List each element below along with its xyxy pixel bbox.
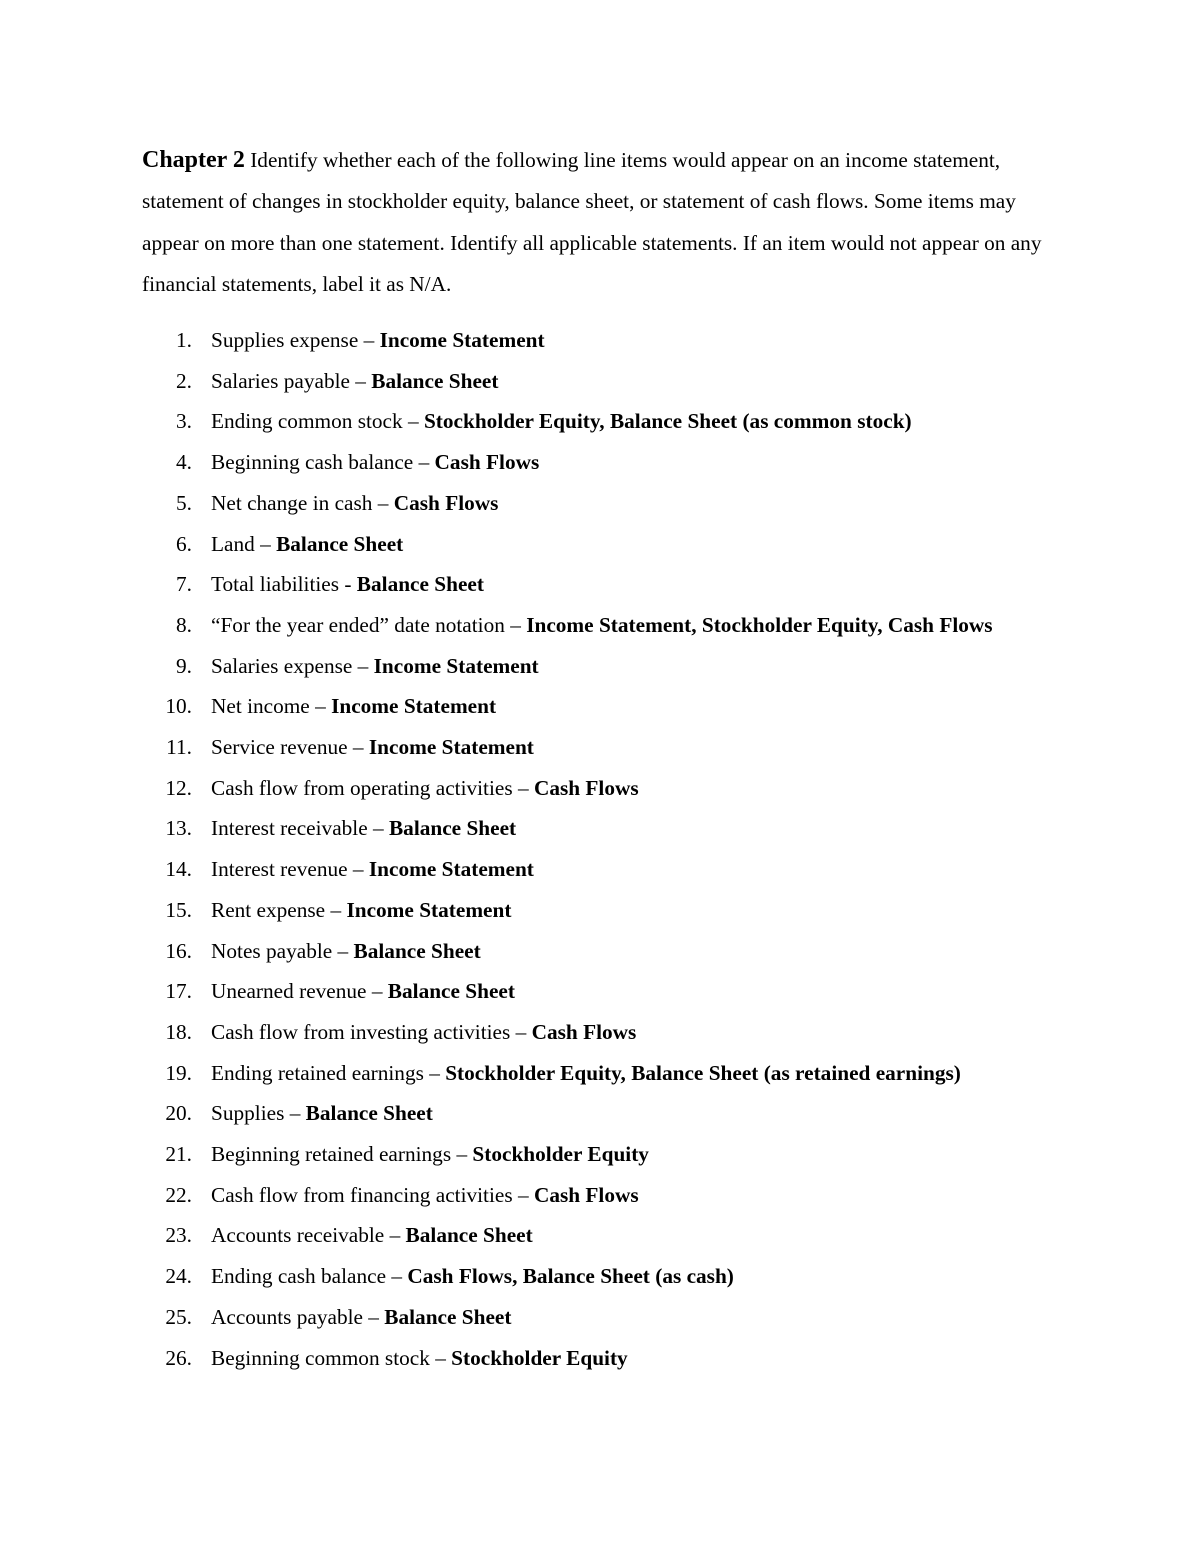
list-item [142, 1053, 1072, 1094]
list-item-text: Notes payable [211, 938, 333, 963]
list-item-separator: – [386, 1264, 408, 1289]
list-item-separator: – [429, 1345, 452, 1370]
list-item-separator: – [347, 857, 369, 882]
list-item-number: 14. [165, 857, 192, 882]
list-item-text: Cash flow from investing activities [211, 1019, 511, 1044]
list-item-separator: – [349, 368, 372, 393]
list-item-separator: – [512, 775, 534, 800]
list-item-separator: – [332, 938, 354, 963]
list-item-number: 26. [165, 1345, 192, 1370]
list-item [142, 768, 1072, 809]
list-item-separator: – [402, 409, 424, 434]
list-item [142, 1215, 1072, 1256]
intro-text: Identify whether each of the following line items would appear on an income statement, statement of changes in stockholder equity, balance sheet, or statement of cash flows. Some items may appear on more than one statement. Identify all applicable statements. If an item would not appear on any financial statements, label it as N/A. [142, 148, 1042, 296]
list-item-separator: – [362, 1304, 385, 1329]
list-item [142, 1093, 1072, 1134]
list-item-number: 6. [176, 531, 192, 556]
list-item-number: 23. [165, 1223, 192, 1248]
list-item-separator: – [504, 612, 527, 637]
list-item-separator: – [366, 979, 388, 1004]
list-item-text: Salaries payable [211, 368, 350, 393]
list-item-text: Beginning retained earnings [211, 1142, 452, 1167]
list-item-separator: – [510, 1019, 532, 1044]
list-item-answer: Income Statement [331, 694, 497, 719]
list-item-answer: Cash Flows [533, 775, 639, 800]
list-item [142, 1012, 1072, 1053]
list-item-number: 8. [176, 612, 192, 637]
list-item-answer: Balance Sheet [353, 938, 481, 963]
list-item [142, 1175, 1072, 1216]
list-item-text: Interest revenue [211, 857, 348, 882]
list-item-text: “For the year ended” date notation [211, 612, 505, 637]
list-item-text: Interest receivable [211, 816, 368, 841]
intro-paragraph [142, 140, 1072, 305]
list-item-text: Land [211, 531, 255, 556]
list-item-separator: – [347, 735, 369, 760]
list-item-answer: Stockholder Equity [451, 1345, 628, 1370]
list-item-number: 7. [176, 572, 192, 597]
list-item [142, 483, 1072, 524]
list-item-text: Beginning common stock [211, 1345, 430, 1370]
list-item-separator: – [358, 328, 380, 352]
list-item-number: 25. [165, 1304, 192, 1329]
list-item [142, 442, 1072, 483]
list-item-number: 13. [165, 816, 192, 841]
list-item-text: Ending common stock [211, 409, 403, 434]
list-item [142, 646, 1072, 687]
list-item [142, 1297, 1072, 1338]
list-item-number: 18. [165, 1019, 192, 1044]
list-item [142, 320, 1072, 361]
list-item-number: 3. [176, 409, 192, 434]
list-item [142, 1338, 1072, 1379]
list-item-answer: Cash Flows [531, 1019, 637, 1044]
list-item-answer: Income Statement [379, 328, 545, 352]
list-item [142, 361, 1072, 402]
list-item-separator: – [384, 1223, 406, 1248]
list-item-number: 4. [176, 450, 192, 475]
list-item-number: 15. [165, 897, 192, 922]
list-item-number: 9. [176, 653, 192, 678]
list-item-answer: Balance Sheet [276, 531, 404, 556]
list-item-text: Accounts receivable [211, 1223, 385, 1248]
list-item-separator: – [372, 490, 394, 515]
list-item-number: 24. [165, 1264, 192, 1289]
list-item-answer: Balance Sheet [356, 572, 484, 597]
list-item [142, 605, 1072, 646]
list-item-text: Accounts payable [211, 1304, 363, 1329]
line-items-list [142, 320, 1072, 1378]
list-item-answer: Cash Flows, Balance Sheet (as cash) [407, 1264, 734, 1289]
list-item-separator: – [423, 1060, 446, 1085]
list-item-text: Unearned revenue [211, 979, 367, 1004]
list-item [142, 849, 1072, 890]
list-item-number: 12. [165, 775, 192, 800]
list-item-answer: Income Statement [346, 897, 512, 922]
list-item [142, 564, 1072, 605]
list-item-text: Net change in cash [211, 490, 373, 515]
list-item-separator: – [254, 531, 277, 556]
list-item-answer: Balance Sheet [384, 1304, 512, 1329]
list-item-separator: – [309, 694, 332, 719]
list-item-answer: Stockholder Equity, Balance Sheet (as common stock) [423, 409, 912, 434]
chapter-heading: Chapter 2 [142, 147, 245, 173]
list-item-text: Ending retained earnings [211, 1060, 424, 1085]
list-item-number: 17. [165, 979, 192, 1004]
list-item-text: Cash flow from operating activities [211, 775, 513, 800]
list-item [142, 890, 1072, 931]
list-item-number: 1. [176, 328, 192, 352]
list-item-answer: Balance Sheet [371, 368, 499, 393]
list-item-answer: Stockholder Equity [472, 1142, 649, 1167]
list-item-separator: – [325, 897, 347, 922]
list-item-separator: – [413, 450, 435, 475]
list-item-answer: Cash Flows [434, 450, 540, 475]
list-item [142, 524, 1072, 565]
list-item [142, 971, 1072, 1012]
list-item-answer: Income Statement [373, 653, 539, 678]
list-item-answer: Balance Sheet [405, 1223, 533, 1248]
list-item [142, 1256, 1072, 1297]
list-item-answer: Balance Sheet [388, 816, 517, 841]
list-item-number: 5. [176, 490, 192, 515]
list-item-text: Cash flow from financing activities [211, 1182, 513, 1207]
list-item-number: 11. [166, 735, 192, 760]
list-item [142, 1134, 1072, 1175]
list-item-answer: Income Statement [368, 735, 534, 760]
list-item-answer: Balance Sheet [387, 979, 515, 1004]
list-item-separator: – [451, 1142, 473, 1167]
list-item-answer: Cash Flows [533, 1182, 639, 1207]
list-item-separator: – [284, 1101, 306, 1126]
list-item-answer: Stockholder Equity, Balance Sheet (as retained earnings) [445, 1060, 961, 1085]
list-item-answer: Income Statement, Stockholder Equity, Cash Flows [526, 612, 993, 637]
list-item-separator: – [367, 816, 389, 841]
list-item-text: Salaries expense [211, 653, 353, 678]
list-item-text: Net income [211, 694, 310, 719]
list-item [142, 808, 1072, 849]
list-item-text: Beginning cash balance [211, 450, 414, 475]
list-item [142, 727, 1072, 768]
list-item-number: 20. [165, 1101, 192, 1126]
list-item-number: 22. [165, 1182, 192, 1207]
list-item-text: Service revenue [211, 735, 348, 760]
list-item-answer: Income Statement [368, 857, 534, 882]
list-item-number: 16. [165, 938, 192, 963]
list-item-number: 21. [165, 1142, 192, 1167]
list-item-text: Total liabilities [211, 572, 340, 597]
list-item-text: Rent expense [211, 897, 326, 922]
list-item-answer: Cash Flows [393, 490, 499, 515]
list-item-separator: – [352, 653, 374, 678]
list-item-number: 10. [165, 694, 192, 719]
list-item-number: 19. [165, 1060, 192, 1085]
list-item [142, 686, 1072, 727]
list-item-text: Supplies expense [211, 328, 359, 352]
list-item [142, 931, 1072, 972]
list-item-separator: – [512, 1182, 534, 1207]
list-item-text: Ending cash balance [211, 1264, 387, 1289]
list-item-number: 2. [176, 368, 192, 393]
list-item [142, 401, 1072, 442]
list-item-answer: Balance Sheet [305, 1101, 433, 1126]
list-item-separator: - [339, 572, 357, 597]
list-item-text: Supplies [211, 1101, 285, 1126]
